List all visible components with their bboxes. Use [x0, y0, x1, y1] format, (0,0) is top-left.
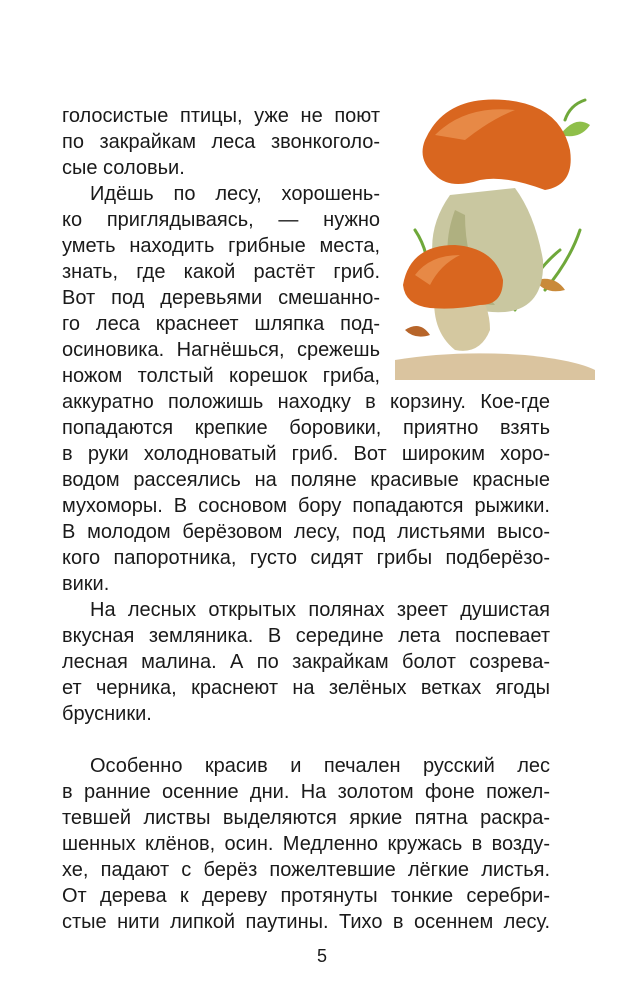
text-line: лесная малина. А по закрайкам болот созрева-	[62, 651, 550, 673]
text-line: голосистые птицы, уже не поют	[62, 105, 380, 127]
text-line: На лесных открытых полянах зреет душистая	[90, 599, 550, 621]
text-line: От дерева к дереву протянуты тонкие серебри-	[62, 885, 550, 907]
text-line: попадаются крепкие боровики, приятно взять	[62, 417, 550, 439]
mushroom-illustration	[395, 80, 595, 380]
text-line: в руки холодноватый гриб. Вот широким хоро-	[62, 443, 550, 465]
text-line: го леса краснеет шляпка под-	[62, 313, 380, 335]
text-line: Особенно красив и печален русский лес	[90, 755, 550, 777]
text-line: брусники.	[62, 703, 152, 725]
text-line: шенных клёнов, осин. Медленно кружась в возду-	[62, 833, 550, 855]
text-line: вики.	[62, 573, 110, 595]
text-line: аккуратно положишь находку в корзину. Кое-где	[62, 391, 550, 413]
text-line: хе, падают с берёз пожелтевшие лёгкие листья.	[62, 859, 550, 881]
text-line: ет черника, краснеют на зелёных ветках ягоды	[62, 677, 550, 699]
text-line: уметь находить грибные места,	[62, 235, 380, 257]
text-line: ножом толстый корешок гриба,	[62, 365, 380, 387]
text-line: Вот под деревьями смешанно-	[62, 287, 380, 309]
text-line: Идёшь по лесу, хорошень-	[90, 183, 380, 205]
text-line: кого папоротника, густо сидят грибы подберёзо-	[62, 547, 550, 569]
text-line: тевшей листвы выделяются яркие пятна раскра-	[62, 807, 550, 829]
text-line: по закрайкам леса звонкоголо-	[62, 131, 380, 153]
text-line: В молодом берёзовом лесу, под листьями высо-	[62, 521, 550, 543]
text-line: водом рассеялись на поляне красивые красные	[62, 469, 550, 491]
text-line: мухоморы. В сосновом бору попадаются рыжики.	[62, 495, 550, 517]
text-line: ко приглядываясь, — нужно	[62, 209, 380, 231]
text-line: в ранние осенние дни. На золотом фоне пожел-	[62, 781, 550, 803]
text-line: вкусная земляника. В середине лета поспевает	[62, 625, 550, 647]
text-line: стые нити липкой паутины. Тихо в осеннем лесу.	[62, 911, 550, 933]
page-number: 5	[316, 946, 327, 966]
text-line: осиновика. Нагнёшься, срежешь	[62, 339, 380, 361]
text-line: знать, где какой растёт гриб.	[62, 261, 380, 283]
text-line: сые соловьи.	[62, 157, 185, 179]
